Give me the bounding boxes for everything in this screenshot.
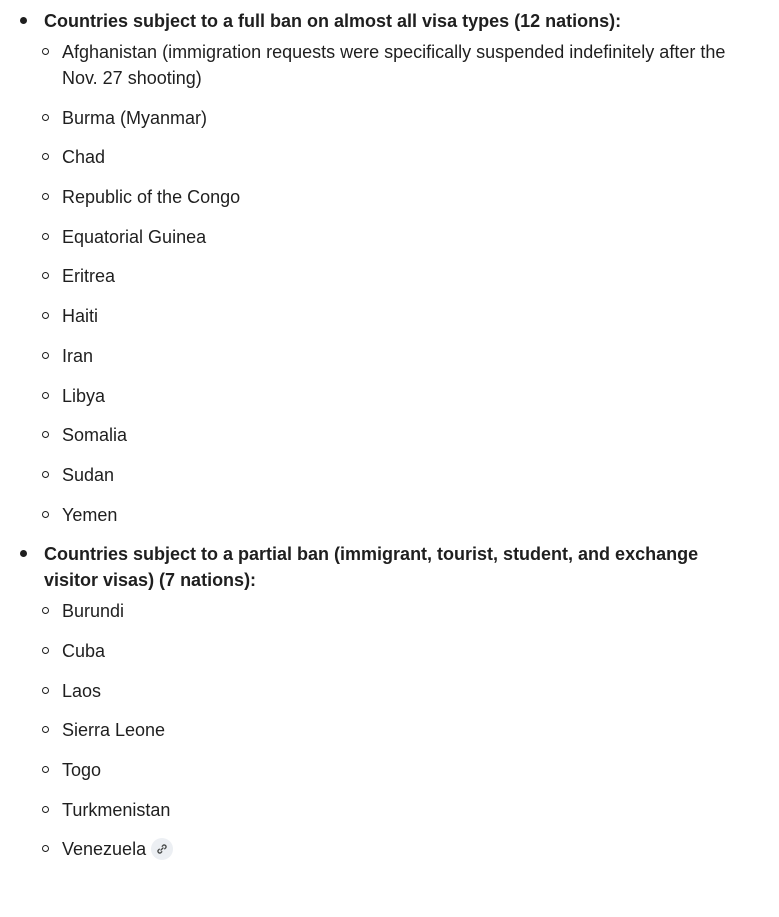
full-ban-heading: [0, 8, 779, 34]
full-ban-heading-text: Countries subject to a full ban on almost all visa types (12 nations):: [44, 11, 622, 31]
country-name: Libya: [62, 385, 106, 406]
list-item: [0, 343, 779, 369]
circle-bullet-icon: [42, 511, 49, 518]
circle-bullet-icon: [42, 114, 49, 121]
source-link-button[interactable]: [151, 838, 173, 860]
circle-bullet-icon: [42, 48, 49, 55]
circle-bullet-icon: [42, 471, 49, 478]
partial-ban-country-list: [0, 598, 779, 862]
country-name: Somalia: [62, 425, 128, 446]
country-name: Venezuela: [62, 839, 147, 860]
country-name: Turkmenistan: [62, 799, 171, 820]
country-name: Cuba: [62, 640, 106, 661]
list-item: [0, 263, 779, 289]
list-item: [0, 502, 779, 528]
list-item: [0, 678, 779, 704]
list-item: [0, 39, 779, 91]
circle-bullet-icon: [42, 845, 49, 852]
circle-bullet-icon: [42, 687, 49, 694]
list-item: [0, 105, 779, 131]
full-ban-country-list: [0, 39, 779, 528]
circle-bullet-icon: [42, 647, 49, 654]
country-name: Eritrea: [62, 266, 116, 287]
circle-bullet-icon: [42, 153, 49, 160]
country-name: Yemen: [62, 504, 118, 525]
link-icon: [156, 843, 168, 855]
circle-bullet-icon: [42, 726, 49, 733]
country-name: Burma (Myanmar): [62, 107, 208, 128]
country-name: Sudan: [62, 464, 115, 485]
circle-bullet-icon: [42, 607, 49, 614]
list-item: [0, 836, 779, 862]
partial-ban-section: [0, 541, 779, 862]
circle-bullet-icon: [42, 312, 49, 319]
circle-bullet-icon: [42, 272, 49, 279]
circle-bullet-icon: [42, 392, 49, 399]
country-name: Haiti: [62, 306, 99, 327]
list-item: [0, 224, 779, 250]
list-item: [0, 422, 779, 448]
country-name: Burundi: [62, 601, 125, 622]
country-name: Togo: [62, 760, 102, 780]
list-item: [0, 144, 779, 170]
circle-bullet-icon: [42, 806, 49, 813]
list-item: [0, 598, 779, 624]
country-name: Sierra Leone: [62, 720, 166, 741]
country-name: Laos: [62, 680, 102, 701]
list-item: [0, 184, 779, 210]
full-ban-section: [0, 8, 779, 528]
list-item: [0, 638, 779, 664]
circle-bullet-icon: [42, 352, 49, 359]
country-name: Afghanistan (immigration requests were specifically suspended indefinitely after the Nov. 27 shooting): [62, 42, 726, 88]
country-name: Equatorial Guinea: [62, 226, 207, 247]
list-item: [0, 797, 779, 823]
circle-bullet-icon: [42, 766, 49, 773]
list-item: [0, 757, 779, 783]
country-name: Republic of the Congo: [62, 187, 241, 208]
list-item: [0, 717, 779, 743]
country-name: Chad: [62, 147, 106, 168]
partial-ban-heading-text: Countries subject to a partial ban (immigrant, tourist, student, and exchange visitor visas) (7 nations):: [44, 544, 699, 591]
circle-bullet-icon: [42, 193, 49, 200]
bullet-icon: [20, 17, 27, 24]
circle-bullet-icon: [42, 431, 49, 438]
bullet-icon: [20, 550, 27, 557]
list-item: [0, 303, 779, 329]
country-name: Iran: [62, 345, 94, 366]
partial-ban-heading: [0, 541, 779, 593]
circle-bullet-icon: [42, 233, 49, 240]
list-item: [0, 462, 779, 488]
list-item: [0, 383, 779, 409]
